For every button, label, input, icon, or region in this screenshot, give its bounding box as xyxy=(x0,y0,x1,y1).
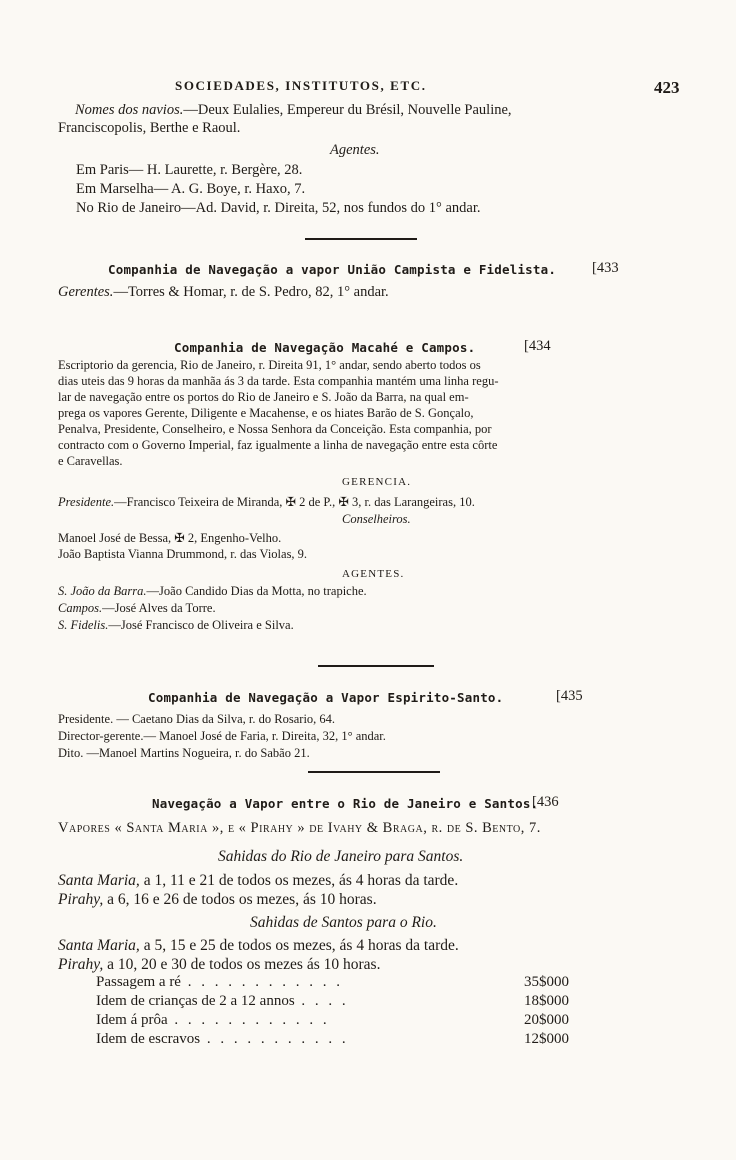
agent-rio: No Rio de Janeiro—Ad. David, r. Direita, 52, nos fundos do 1° andar. xyxy=(76,200,481,216)
fare-price: 12$000 xyxy=(524,1031,569,1047)
s436-vessels: Vapores « Santa Maria », e « Pirahy » de Ivahy & Braga, r. de S. Bento, 7. xyxy=(58,820,541,836)
s434-body-line: lar de navegação entre os portos do Rio de Janeiro e S. João da Barra, na qual em- xyxy=(58,390,469,404)
fare-row xyxy=(96,993,569,1010)
fare-label: Idem á prôa xyxy=(96,1012,168,1028)
ship-name: Pirahy, xyxy=(58,956,104,973)
fare-row xyxy=(96,1012,569,1029)
schedule-text: a 6, 16 e 26 de todos os mezes, ás 10 horas. xyxy=(103,891,377,908)
section-divider xyxy=(305,238,417,240)
fare-leaders: . . . . . . . . . . . . xyxy=(167,1012,330,1028)
fare-price: 20$000 xyxy=(524,1012,569,1028)
fare-price: 18$000 xyxy=(524,993,569,1009)
ship-name: Pirahy, xyxy=(58,891,104,908)
rio-departure-pirahy xyxy=(58,891,377,909)
fare-label: Passagem a ré xyxy=(96,974,181,990)
fare-label: Idem de escravos xyxy=(96,1031,201,1047)
santos-departure-santa-maria xyxy=(58,937,459,955)
agent-campos-label: Campos. xyxy=(58,601,103,615)
s433-managers xyxy=(58,284,389,301)
schedule-text: a 5, 15 e 25 de todos os mezes, ás 4 horas da tarde. xyxy=(139,937,459,954)
schedule-text: a 1, 11 e 21 de todos os mezes, ás 4 horas da tarde. xyxy=(139,872,459,889)
ships-line xyxy=(75,102,512,119)
agent-sjb-text: —João Candido Dias da Motta, no trapiche. xyxy=(146,584,367,598)
s435-number: [435 xyxy=(556,688,583,704)
s433-title: Companhia de Navegação a vapor União Campista e Fidelista. xyxy=(108,262,557,277)
s436-title: Navegação a Vapor entre o Rio de Janeiro e Santos. xyxy=(152,796,539,811)
s433-number: [433 xyxy=(592,260,619,276)
rio-departure-santa-maria xyxy=(58,872,458,890)
agent-fidelis-label: S. Fidelis. xyxy=(58,618,109,632)
s433-managers-label: Gerentes. xyxy=(58,284,114,300)
s434-body-line: contracto com o Governo Imperial, faz igualmente a linha de navegação entre esta côrte xyxy=(58,438,498,452)
s434-title: Companhia de Navegação Macahé e Campos. xyxy=(174,340,476,355)
agent-paris: Em Paris— H. Laurette, r. Bergère, 28. xyxy=(76,162,303,178)
ships-label: Nomes dos navios. xyxy=(75,102,184,118)
ship-name: Santa Maria, xyxy=(58,937,140,954)
s434-body-line: dias uteis das 9 horas da manhãa ás 3 da tarde. Esta companhia mantém uma linha regu- xyxy=(58,374,499,388)
santos-departures-heading: Sahidas de Santos para o Rio. xyxy=(250,914,437,931)
ships-line-2: Franciscopolis, Berthe e Raoul. xyxy=(58,120,241,136)
councillor-2: João Baptista Vianna Drummond, r. das Violas, 9. xyxy=(58,547,308,561)
president-text: —Francisco Teixeira de Miranda, ✠ 2 de P., ✠ 3, r. das Larangeiras, 10. xyxy=(114,495,475,509)
section-divider xyxy=(308,771,440,773)
fare-leaders: . . . . . . . . . . . xyxy=(200,1031,349,1047)
councillor-1: Manoel José de Bessa, ✠ 2, Engenho-Velho. xyxy=(58,531,282,545)
fare-row xyxy=(96,1031,569,1048)
ship-name: Santa Maria, xyxy=(58,872,140,889)
fare-price: 35$000 xyxy=(524,974,569,990)
agent-fidelis-text: —José Francisco de Oliveira e Silva. xyxy=(108,618,294,632)
s434-body-line: e Caravellas. xyxy=(58,454,123,468)
s435-president: Presidente. — Caetano Dias da Silva, r. do Rosario, 64. xyxy=(58,712,336,726)
s436-number: [436 xyxy=(532,794,559,810)
s435-title: Companhia de Navegação a Vapor Espirito-Santo. xyxy=(148,690,504,705)
agent-campos-text: —José Alves da Torre. xyxy=(102,601,216,615)
councillors-heading: Conselheiros. xyxy=(342,512,411,526)
president-label: Presidente. xyxy=(58,495,115,509)
agents-heading: Agentes. xyxy=(330,142,380,158)
rio-departures-heading: Sahidas do Rio de Janeiro para Santos. xyxy=(218,848,464,865)
agents-heading-434: AGENTES. xyxy=(342,568,405,580)
fare-row xyxy=(96,974,569,991)
s434-number: [434 xyxy=(524,338,551,354)
s435-dito: Dito. —Manoel Martins Nogueira, r. do Sabão 21. xyxy=(58,746,310,760)
fare-leaders: . . . . xyxy=(294,993,349,1009)
s434-body-line: Escriptorio da gerencia, Rio de Janeiro, r. Direita 91, 1° andar, sendo aberto todos os xyxy=(58,358,481,372)
ships-text: —Deux Eulalies, Empereur du Brésil, Nouvelle Pauline, xyxy=(183,102,512,118)
santos-departure-pirahy xyxy=(58,956,380,974)
gerencia-heading: GERENCIA. xyxy=(342,476,412,488)
agent-campos xyxy=(58,601,216,616)
section-divider xyxy=(318,665,434,667)
running-head: SOCIEDADES, INSTITUTOS, ETC. xyxy=(175,78,427,93)
s434-body-line: Penalva, Presidente, Conselheiro, e Nossa Senhora da Conceição. Esta companhia, por xyxy=(58,422,492,436)
fare-label: Idem de crianças de 2 a 12 annos xyxy=(96,993,295,1009)
schedule-text: a 10, 20 e 30 de todos os mezes ás 10 horas. xyxy=(103,956,381,973)
s434-body-line: prega os vapores Gerente, Diligente e Macahense, e os hiates Barão de S. Gonçalo, xyxy=(58,406,474,420)
agent-sjb xyxy=(58,584,367,599)
agent-fidelis xyxy=(58,618,294,633)
page-number: 423 xyxy=(654,78,680,97)
s435-director: Director-gerente.— Manoel José de Faria, r. Direita, 32, 1° andar. xyxy=(58,729,386,743)
s434-president xyxy=(58,494,475,510)
s433-managers-text: —Torres & Homar, r. de S. Pedro, 82, 1° andar. xyxy=(113,284,389,300)
fare-leaders: . . . . . . . . . . . . xyxy=(180,974,343,990)
agent-sjb-label: S. João da Barra. xyxy=(58,584,147,598)
agent-marseille: Em Marselha— A. G. Boye, r. Haxo, 7. xyxy=(76,181,306,197)
